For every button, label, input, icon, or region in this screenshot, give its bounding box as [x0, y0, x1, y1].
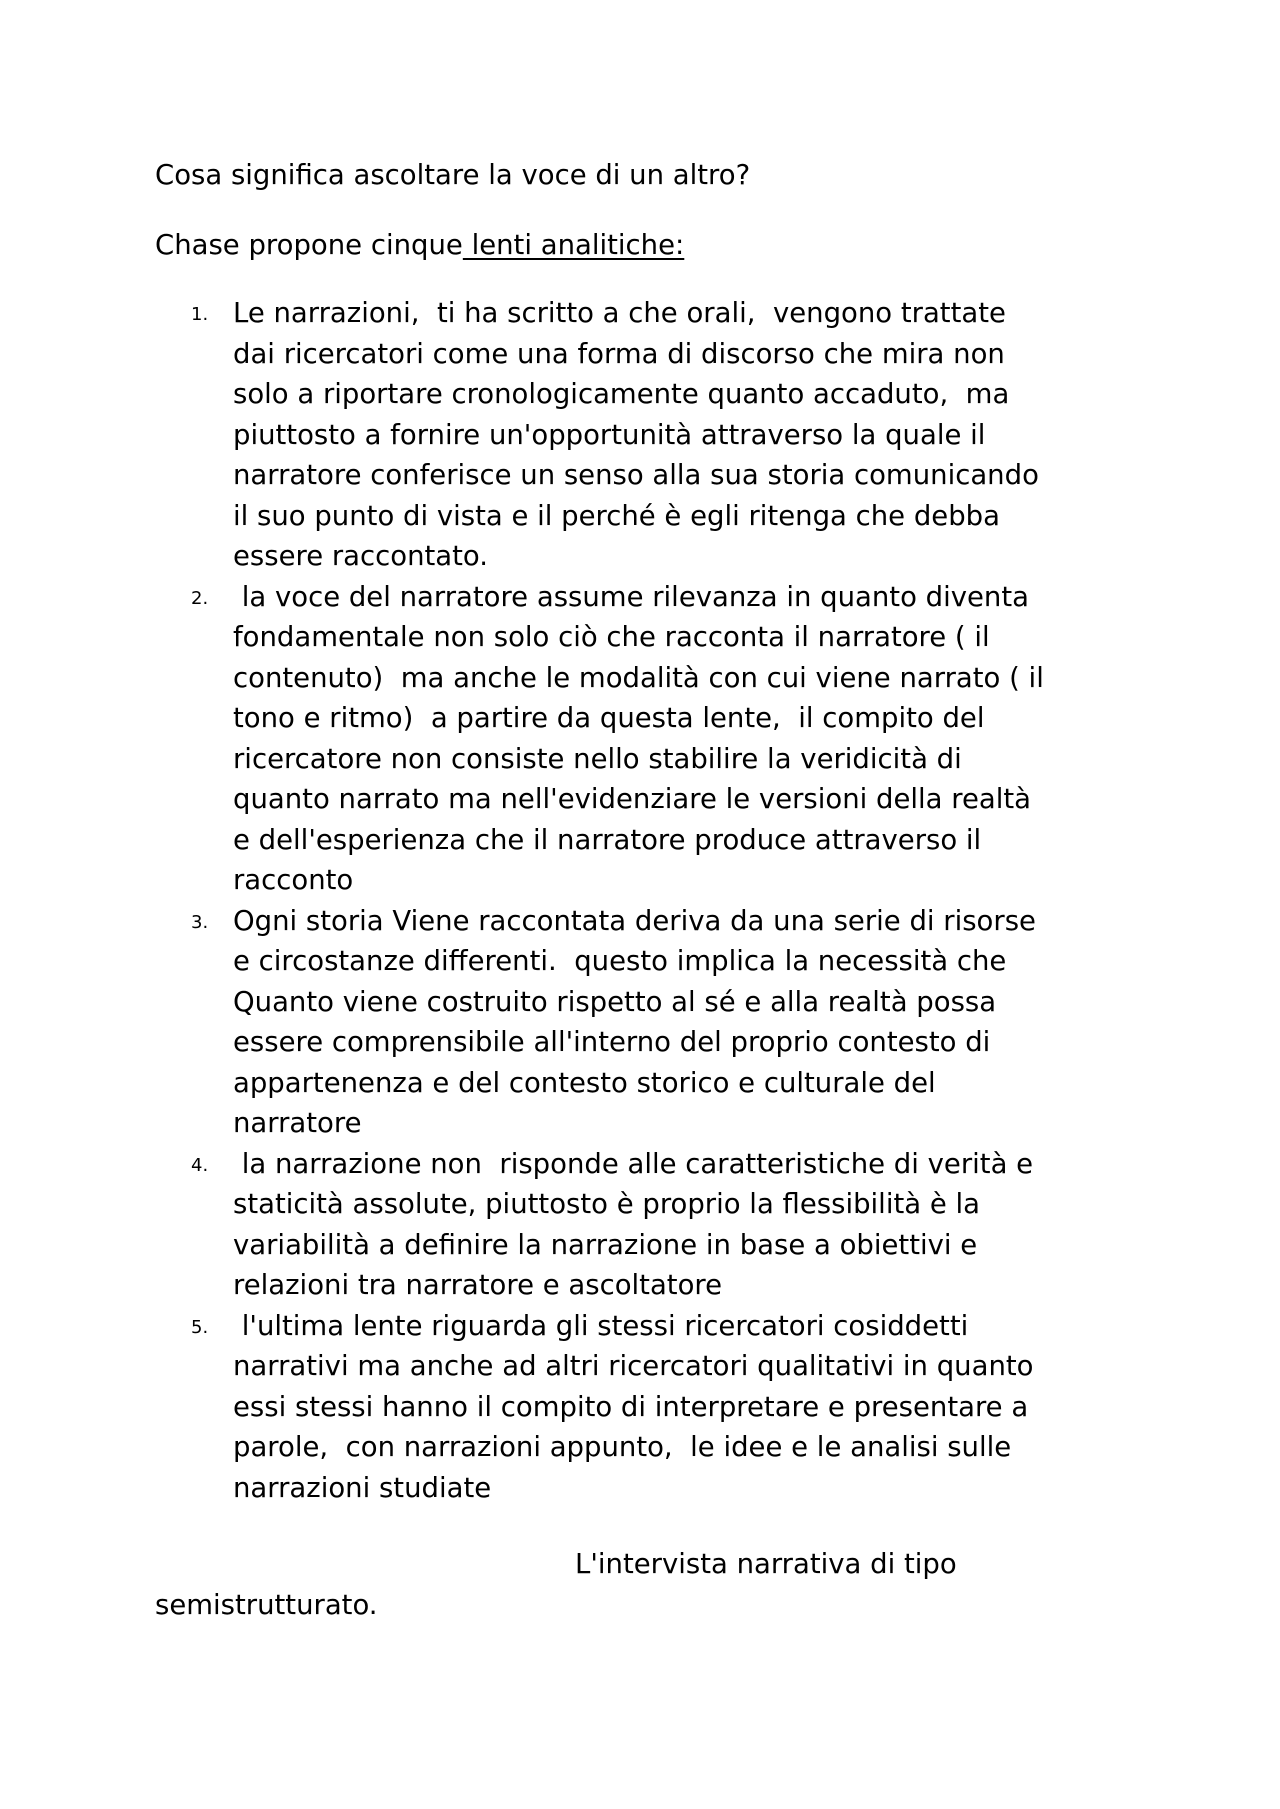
intro-underlined: lenti analitiche:	[462, 229, 685, 261]
list-line: variabilità a definire la narrazione in base a obiettivi e	[233, 1228, 978, 1261]
list-line: relazioni tra narratore e ascoltatore	[233, 1269, 723, 1301]
list-line: dai ricercatori come una forma di discorso che mira non	[233, 337, 1005, 370]
list-line: narratore	[233, 1107, 362, 1139]
list-line: staticità assolute, piuttosto è proprio la flessibilità è la	[233, 1188, 980, 1220]
list-line: tono e ritmo) a partire da questa lente, il compito del	[233, 702, 985, 734]
list-line: appartenenza e del contesto storico e culturale del	[233, 1066, 936, 1099]
list-line: e circostanze differenti. questo implica la necessità che	[233, 945, 1007, 977]
list-line: Ogni storia Viene raccontata deriva da una serie di risorse	[233, 904, 1036, 937]
list-line: la narrazione non risponde alle caratteristiche di verità e	[233, 1147, 1034, 1180]
list-line: narratore conferisce un senso alla sua storia comunicando	[233, 459, 1039, 491]
list-line: narrativi ma anche ad altri ricercatori qualitativi in quanto	[233, 1350, 1034, 1382]
intro-paragraph	[155, 225, 684, 266]
list-number: 4.	[191, 1154, 209, 1176]
section-heading-line1: L'intervista narrativa di tipo	[575, 1548, 957, 1580]
list-line: piuttosto a fornire un'opportunità attraverso la quale il	[233, 418, 986, 451]
list-item	[155, 293, 1155, 577]
intro-prefix: Chase propone cinque	[155, 229, 463, 261]
list-line: solo a riportare cronologicamente quanto accaduto, ma	[233, 378, 1010, 410]
list-item	[155, 1306, 1155, 1509]
list-line: Quanto viene costruito rispetto al sé e alla realtà possa	[233, 985, 997, 1018]
list-line: narrazioni studiate	[233, 1471, 492, 1504]
list-line: contenuto) ma anche le modalità con cui viene narrato ( il	[233, 661, 1044, 694]
list-line: Le narrazioni, ti ha scritto a che orali, vengono trattate	[233, 297, 1006, 329]
lenses-list	[155, 293, 1155, 1508]
list-line: la voce del narratore assume rilevanza in quanto diventa	[233, 580, 1029, 613]
list-item	[155, 901, 1155, 1144]
list-item	[155, 577, 1155, 901]
list-line: essere raccontato.	[233, 540, 489, 572]
list-number: 3.	[191, 911, 209, 933]
list-line: racconto	[233, 864, 354, 896]
list-number: 1.	[191, 304, 209, 325]
list-line: parole, con narrazioni appunto, le idee e le analisi sulle	[233, 1431, 1012, 1463]
list-line: essi stessi hanno il compito di interpretare e presentare a	[233, 1390, 1029, 1423]
section-heading-line2: semistrutturato.	[155, 1588, 378, 1621]
section-heading	[155, 1544, 1155, 1625]
list-line: e dell'esperienza che il narratore produce attraverso il	[233, 823, 982, 856]
list-line: ricercatore non consiste nello stabilire la veridicità di	[233, 742, 962, 775]
list-line: il suo punto di vista e il perché è egli ritenga che debba	[233, 499, 1000, 532]
question-text: Cosa significa ascoltare la voce di un altro?	[155, 159, 751, 191]
list-number: 5.	[191, 1316, 209, 1338]
list-line: essere comprensibile all'interno del proprio contesto di	[233, 1026, 991, 1058]
list-item	[155, 1144, 1155, 1306]
list-line: l'ultima lente riguarda gli stessi ricercatori cosiddetti	[233, 1309, 969, 1342]
list-line: quanto narrato ma nell'evidenziare le versioni della realtà	[233, 783, 1032, 815]
list-line: fondamentale non solo ciò che racconta il narratore ( il	[233, 621, 990, 653]
list-number: 2.	[191, 587, 209, 609]
